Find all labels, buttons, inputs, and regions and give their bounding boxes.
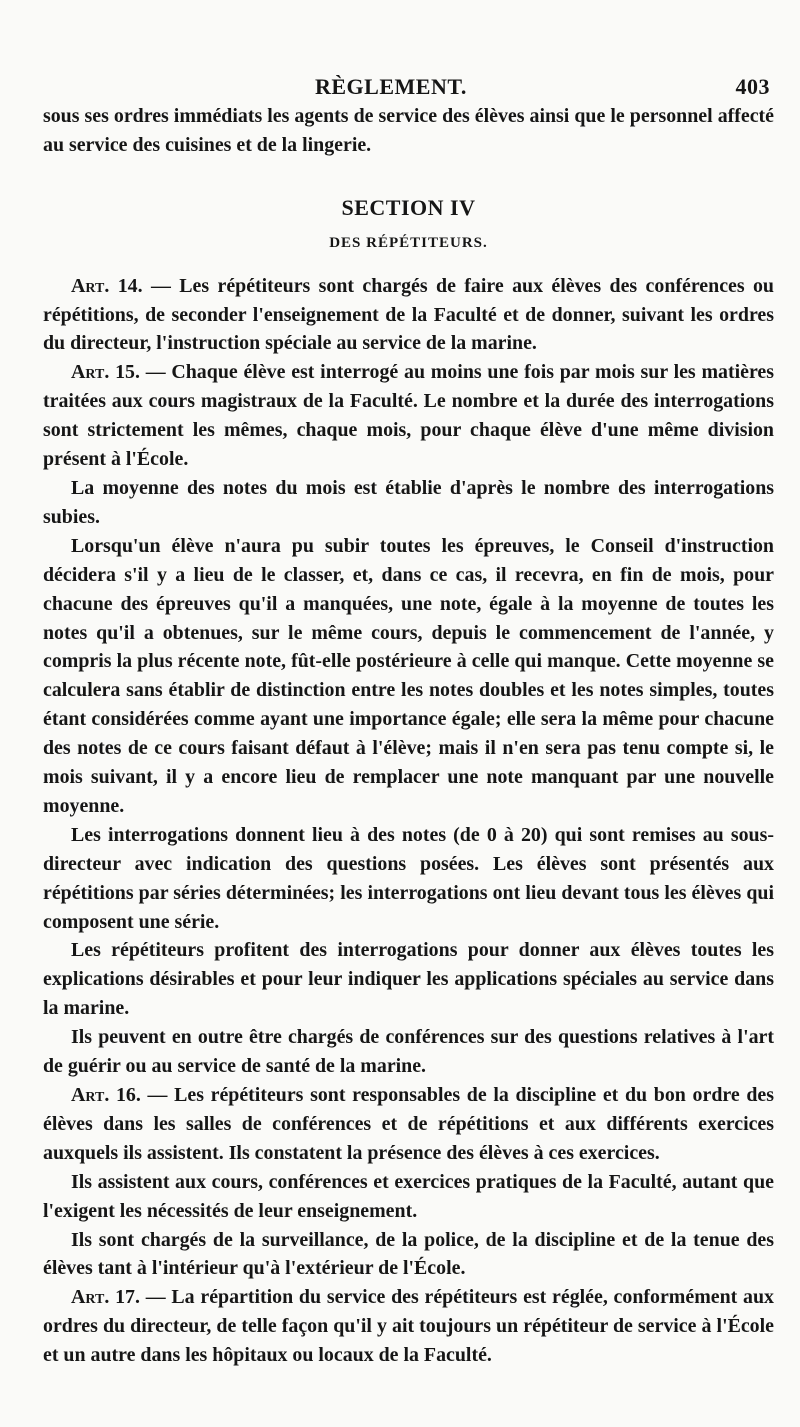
running-title: RÈGLEMENT. (315, 74, 467, 99)
paragraph: Ils sont chargés de la surveillance, de la police, de la discipline et de la tenue des élèves tant à l'intérieur qu'à l'extérieur de l'École. (43, 1228, 774, 1280)
article-17 (43, 1283, 774, 1370)
article-15 (43, 358, 774, 474)
article-label: Art. 17. (71, 1286, 140, 1309)
paragraph-continuation: sous ses ordres immédiats les agents de service des élèves ainsi que le personnel affecté au service des cuisines et de la lingerie. (43, 105, 774, 156)
paragraph: Ils assistent aux cours, conférences et exercices pratiques de la Faculté, autant que l'exigent les nécessités de leur enseignement. (43, 1170, 774, 1222)
article-label: Art. 14. (71, 274, 143, 297)
running-head (43, 68, 774, 102)
section-title: SECTION IV (341, 194, 476, 220)
paragraph: Les répétiteurs profitent des interrogations pour donner aux élèves toutes les explications désirables et pour leur indiquer les applications spéciales au service dans la marine. (43, 939, 774, 1020)
paragraph: Ils peuvent en outre être chargés de conférences sur des questions relatives à l'art de guérir ou au service de santé de la marine. (43, 1026, 774, 1078)
article-text: — Les répétiteurs sont chargés de faire aux élèves des conférences ou répétitions, de seconder l'enseignement de la Faculté et de donner, suivant les ordres du directeur, l'instruction spéciale au service de la marine. (43, 274, 774, 355)
article-label: Art. 15. (71, 361, 140, 384)
page-number: 403 (735, 74, 770, 99)
article-label: Art. 16. (71, 1084, 141, 1106)
section-subtitle: DES RÉPÉTITEURS. (329, 234, 488, 251)
article-16 (43, 1081, 774, 1168)
article-text: — La répartition du service des répétiteurs est réglée, conformément aux ordres du directeur, de telle façon qu'il y ait toujours un répétiteur de service à l'École et un autre dans les hôpitaux ou locaux de la Faculté. (43, 1286, 774, 1367)
paragraph: La moyenne des notes du mois est établie d'après le nombre des interrogations subies. (43, 476, 774, 528)
article-text: — Les répétiteurs sont responsables de la discipline et du bon ordre des élèves dans les salles de conférences et de répétitions et aux différents exercices auxquels ils assistent. Ils constatent la présence des élèves à ces exercices. (43, 1084, 774, 1164)
paragraph: Lorsqu'un élève n'aura pu subir toutes les épreuves, le Conseil d'instruction décidera s'il y a lieu de le classer, et, dans ce cas, il recevra, en fin de mois, pour chacune des épreuves qu'il a manquées, une note, égale à la moyenne de toutes les notes qu'il a obtenues, sur le même cours, depuis le commencement de l'année, y compris la plus récente note, fût-elle postérieure à celle qui manque. Cette moyenne se calculera sans établir de distinction entre les notes doubles et les notes simples, toutes étant considérées comme ayant une importance égale; elle sera la même pour chacune des notes de ce cours faisant défaut à l'élève; mais il n'en sera pas tenu compte si, le mois suivant, il y a encore lieu de remplacer une note manquant par une nouvelle moyenne. (43, 534, 774, 817)
article-14 (43, 272, 774, 359)
body-text (43, 102, 774, 1370)
paragraph: Les interrogations donnent lieu à des notes (de 0 à 20) qui sont remises au sous-directeur avec indication des questions posées. Les élèves sont présentés aux répétitions par séries déterminées; les interrogations ont lieu devant tous les élèves qui composent une série. (43, 823, 774, 933)
article-text: — Chaque élève est interrogé au moins une fois par mois sur les matières traitées aux cours magistraux de la Faculté. Le nombre et la durée des interrogations sont strictement les mêmes, chaque mois, pour chaque élève d'une même division présent à l'École. (43, 361, 774, 471)
